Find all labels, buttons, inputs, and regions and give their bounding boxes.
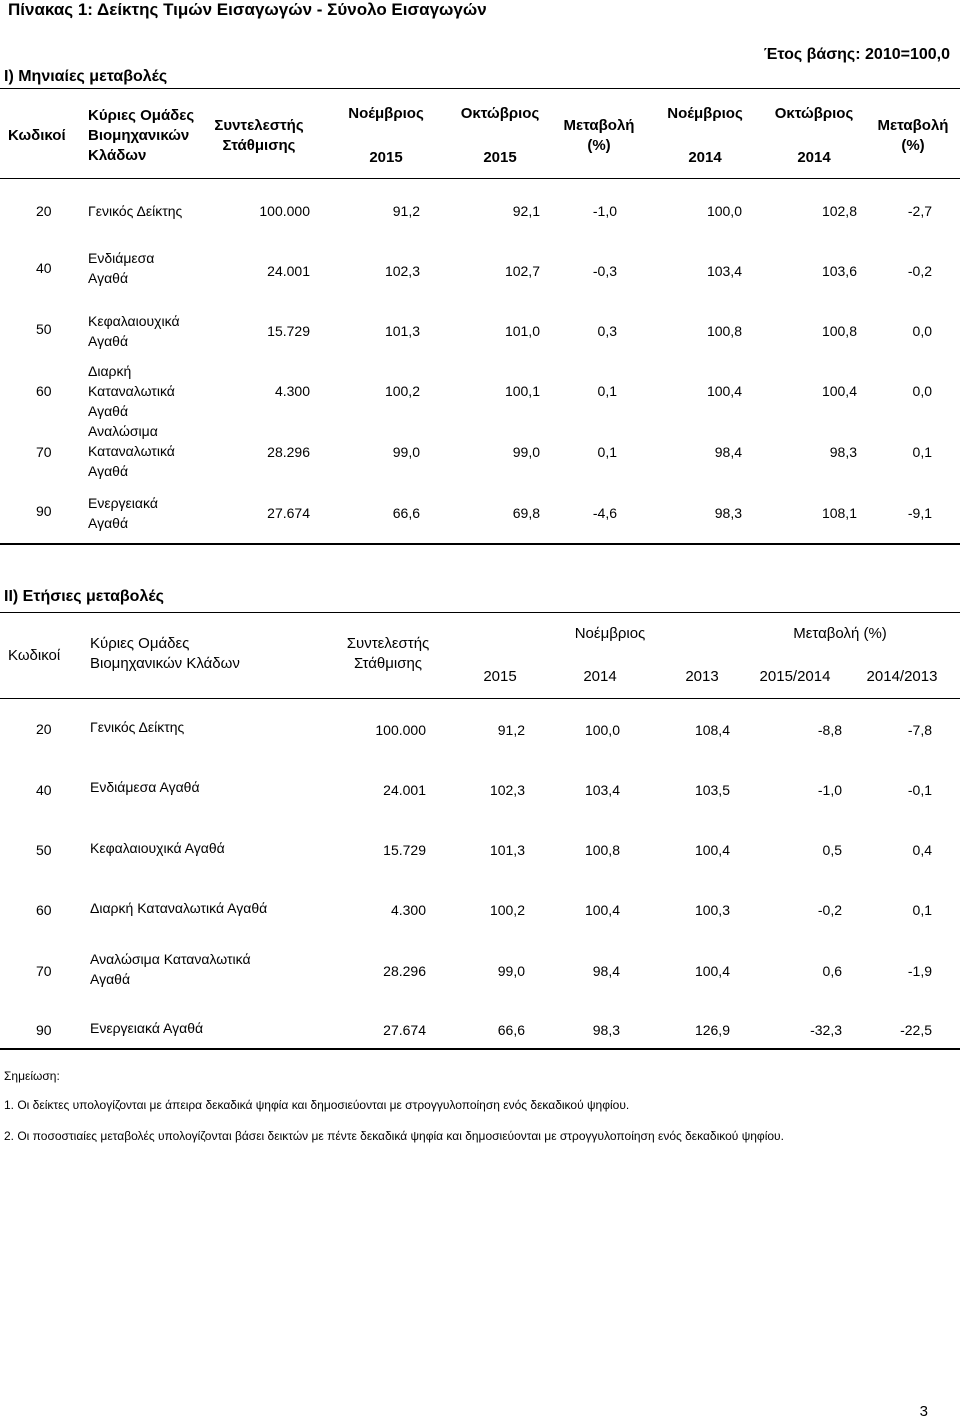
s1-row-20-v3: 100,0 bbox=[706, 203, 742, 219]
s2-row-20-c2: -7,8 bbox=[907, 722, 932, 738]
s2-row-70-name-2: Αγαθά bbox=[90, 971, 131, 987]
s2-header-weight-2: Στάθμισης bbox=[353, 655, 423, 672]
s1-header-year-1: 2015 bbox=[369, 149, 403, 166]
s2-row-70-weight: 28.296 bbox=[383, 963, 426, 979]
s1-row-60-name-2: Καταναλωτικά bbox=[88, 383, 175, 399]
s1-header-group-1: Κύριες Ομάδες bbox=[88, 107, 195, 124]
s1-row-90-name-2: Αγαθά bbox=[88, 515, 129, 531]
s1-row-70-v4: 98,3 bbox=[829, 444, 857, 460]
s2-row-50-name: Κεφαλαιουχικά Αγαθά bbox=[90, 840, 225, 856]
s2-row-40-name: Ενδιάμεσα Αγαθά bbox=[90, 779, 200, 795]
s1-row-90-name-1: Ενεργειακά bbox=[88, 495, 158, 511]
section1-header-top-rule bbox=[0, 88, 960, 89]
s2-row-60-v3: 100,3 bbox=[694, 902, 730, 918]
s1-header-change-1a: Μεταβολή bbox=[563, 117, 635, 134]
note-2: 2. Οι ποσοστιαίες μεταβολές υπολογίζονται βάσει δεικτών με πέντε δεκαδικά ψηφία και δημοσιεύονται με στρογγυλοποίηση ενός δεκαδικού ψηφίου. bbox=[4, 1129, 784, 1143]
s1-header-group-3: Κλάδων bbox=[88, 147, 147, 164]
s2-row-90-v3: 126,9 bbox=[694, 1022, 730, 1038]
s1-row-20-c2: -2,7 bbox=[907, 203, 932, 219]
s2-row-50-v2: 100,8 bbox=[584, 842, 620, 858]
s2-row-60-code: 60 bbox=[36, 902, 52, 918]
s1-row-40-code: 40 bbox=[36, 260, 52, 276]
s2-row-20-code: 20 bbox=[36, 721, 52, 737]
s1-row-90-v2: 69,8 bbox=[512, 505, 540, 521]
s1-row-50-c2: 0,0 bbox=[912, 323, 932, 339]
s2-header-year-2015: 2015 bbox=[483, 668, 517, 685]
s1-row-90-c1: -4,6 bbox=[592, 505, 617, 521]
s2-header-group-2: Βιομηχανικών Κλάδων bbox=[90, 655, 240, 672]
s2-row-60-name: Διαρκή Καταναλωτικά Αγαθά bbox=[90, 900, 268, 916]
s2-row-70-c1: 0,6 bbox=[822, 963, 842, 979]
s2-row-50-v1: 101,3 bbox=[489, 842, 525, 858]
s1-row-90-v1: 66,6 bbox=[392, 505, 420, 521]
s1-row-90-c2: -9,1 bbox=[907, 505, 932, 521]
s2-row-60-c1: -0,2 bbox=[817, 902, 842, 918]
s1-row-20-weight: 100.000 bbox=[259, 203, 310, 219]
s2-header-change-2014-2013: 2014/2013 bbox=[866, 668, 938, 685]
s1-row-20-v4: 102,8 bbox=[821, 203, 857, 219]
s2-row-50-weight: 15.729 bbox=[383, 842, 426, 858]
s2-row-20-v1: 91,2 bbox=[497, 722, 525, 738]
s1-row-60-weight: 4.300 bbox=[274, 383, 310, 399]
s2-row-20-c1: -8,8 bbox=[817, 722, 842, 738]
section1-bottom-rule bbox=[0, 543, 960, 545]
s2-row-60-c2: 0,1 bbox=[912, 902, 932, 918]
s2-row-40-c1: -1,0 bbox=[817, 782, 842, 798]
s1-row-40-v4: 103,6 bbox=[821, 263, 857, 279]
s2-header-change-2015-2014: 2015/2014 bbox=[759, 668, 831, 685]
s1-row-40-v3: 103,4 bbox=[706, 263, 742, 279]
s2-row-70-v2: 98,4 bbox=[592, 963, 620, 979]
s1-row-40-name-1: Ενδιάμεσα bbox=[88, 250, 155, 266]
s2-header-year-2014: 2014 bbox=[583, 668, 617, 685]
s1-row-90-code: 90 bbox=[36, 503, 52, 519]
s2-header-year-2013: 2013 bbox=[685, 668, 719, 685]
s1-row-20-v2: 92,1 bbox=[512, 203, 540, 219]
s1-header-month-2: Οκτώβριος bbox=[460, 105, 540, 122]
s2-row-40-weight: 24.001 bbox=[383, 782, 426, 798]
s1-row-40-v2: 102,7 bbox=[504, 263, 540, 279]
s2-row-40-v2: 103,4 bbox=[584, 782, 620, 798]
s2-row-90-c1: -32,3 bbox=[810, 1022, 842, 1038]
s2-row-60-v2: 100,4 bbox=[584, 902, 620, 918]
s1-row-60-v4: 100,4 bbox=[821, 383, 857, 399]
s2-header-change: Μεταβολή (%) bbox=[793, 625, 887, 642]
s2-row-70-v1: 99,0 bbox=[497, 963, 525, 979]
s2-header-month: Νοέμβριος bbox=[574, 625, 646, 642]
s1-row-50-c1: 0,3 bbox=[597, 323, 617, 339]
s2-row-40-c2: -0,1 bbox=[907, 782, 932, 798]
s2-row-40-v3: 103,5 bbox=[694, 782, 730, 798]
s2-row-90-v1: 66,6 bbox=[497, 1022, 525, 1038]
s2-row-90-code: 90 bbox=[36, 1022, 52, 1038]
s1-row-60-v1: 100,2 bbox=[384, 383, 420, 399]
s1-row-50-v2: 101,0 bbox=[504, 323, 540, 339]
s1-header-year-4: 2014 bbox=[797, 149, 831, 166]
s1-row-50-name-2: Αγαθά bbox=[88, 333, 129, 349]
s1-header-weight-2: Στάθμισης bbox=[222, 137, 296, 154]
s1-row-50-v1: 101,3 bbox=[384, 323, 420, 339]
s2-header-group-1: Κύριες Ομάδες bbox=[90, 635, 190, 652]
s1-row-60-v3: 100,4 bbox=[706, 383, 742, 399]
s1-row-60-name-1: Διαρκή bbox=[88, 363, 132, 379]
s2-row-90-weight: 27.674 bbox=[383, 1022, 426, 1038]
s2-row-50-v3: 100,4 bbox=[694, 842, 730, 858]
s1-row-60-code: 60 bbox=[36, 383, 52, 399]
s2-row-20-v2: 100,0 bbox=[584, 722, 620, 738]
s1-row-20-name: Γενικός Δείκτης bbox=[88, 203, 183, 219]
s2-row-60-v1: 100,2 bbox=[489, 902, 525, 918]
s1-header-group-2: Βιομηχανικών bbox=[88, 127, 190, 144]
s2-row-70-name-1: Αναλώσιμα Καταναλωτικά bbox=[90, 951, 251, 967]
s1-row-50-v4: 100,8 bbox=[821, 323, 857, 339]
s1-row-90-v3: 98,3 bbox=[714, 505, 742, 521]
s1-header-code: Κωδικοί bbox=[8, 127, 66, 144]
s2-row-50-c1: 0,5 bbox=[822, 842, 842, 858]
s1-row-50-weight: 15.729 bbox=[267, 323, 310, 339]
s2-row-20-weight: 100.000 bbox=[375, 722, 426, 738]
s2-row-40-code: 40 bbox=[36, 782, 52, 798]
s2-header-weight-1: Συντελεστής bbox=[346, 635, 430, 652]
s2-header-code: Κωδικοί bbox=[8, 647, 61, 664]
s1-header-change-1b: (%) bbox=[587, 137, 611, 154]
s1-row-60-name-3: Αγαθά bbox=[88, 403, 129, 419]
s1-row-60-c2: 0,0 bbox=[912, 383, 932, 399]
section2-bottom-rule bbox=[0, 1048, 960, 1050]
s1-row-40-name-2: Αγαθά bbox=[88, 270, 129, 286]
s1-row-50-name-1: Κεφαλαιουχικά bbox=[88, 313, 180, 329]
s1-row-60-c1: 0,1 bbox=[597, 383, 617, 399]
s1-row-70-c2: 0,1 bbox=[912, 444, 932, 460]
section2-header-top-rule bbox=[0, 612, 960, 613]
s1-row-40-c1: -0,3 bbox=[592, 263, 617, 279]
s1-row-70-name-1: Αναλώσιμα bbox=[88, 423, 158, 439]
s1-row-90-weight: 27.674 bbox=[267, 505, 310, 521]
s1-row-20-c1: -1,0 bbox=[592, 203, 617, 219]
s1-row-60-v2: 100,1 bbox=[504, 383, 540, 399]
page-title: Πίνακας 1: Δείκτης Τιμών Εισαγωγών - Σύνολο Εισαγωγών bbox=[8, 0, 487, 19]
s1-row-50-code: 50 bbox=[36, 321, 52, 337]
s1-row-70-code: 70 bbox=[36, 444, 52, 460]
s2-row-70-code: 70 bbox=[36, 963, 52, 979]
section1-heading: I) Μηνιαίες μεταβολές bbox=[4, 68, 168, 85]
s2-row-90-v2: 98,3 bbox=[592, 1022, 620, 1038]
s1-header-month-4: Οκτώβριος bbox=[774, 105, 854, 122]
s1-row-70-v1: 99,0 bbox=[392, 444, 420, 460]
s2-row-20-name: Γενικός Δείκτης bbox=[90, 719, 185, 735]
s1-row-20-v1: 91,2 bbox=[392, 203, 420, 219]
s1-row-70-name-3: Αγαθά bbox=[88, 463, 129, 479]
s1-row-90-v4: 108,1 bbox=[821, 505, 857, 521]
s1-row-50-v3: 100,8 bbox=[706, 323, 742, 339]
s1-row-70-v3: 98,4 bbox=[714, 444, 742, 460]
s1-header-year-3: 2014 bbox=[688, 149, 722, 166]
s1-row-40-c2: -0,2 bbox=[907, 263, 932, 279]
base-year: Έτος βάσης: 2010=100,0 bbox=[763, 46, 950, 63]
s1-header-change-2a: Μεταβολή bbox=[877, 117, 949, 134]
s2-row-40-v1: 102,3 bbox=[489, 782, 525, 798]
s2-row-70-v3: 100,4 bbox=[694, 963, 730, 979]
s1-row-70-c1: 0,1 bbox=[597, 444, 617, 460]
s1-row-70-v2: 99,0 bbox=[512, 444, 540, 460]
s1-header-weight-1: Συντελεστής bbox=[214, 117, 304, 134]
s1-row-40-v1: 102,3 bbox=[384, 263, 420, 279]
s1-row-70-name-2: Καταναλωτικά bbox=[88, 443, 175, 459]
s2-row-20-v3: 108,4 bbox=[694, 722, 730, 738]
notes-label: Σημείωση: bbox=[4, 1069, 60, 1083]
s1-row-20-code: 20 bbox=[36, 203, 52, 219]
section2-header-bottom-rule bbox=[0, 698, 960, 699]
s2-row-70-c2: -1,9 bbox=[907, 963, 932, 979]
s2-row-50-c2: 0,4 bbox=[912, 842, 932, 858]
s1-row-70-weight: 28.296 bbox=[267, 444, 310, 460]
page-number: 3 bbox=[919, 1403, 928, 1420]
s1-header-month-1: Νοέμβριος bbox=[348, 105, 424, 122]
s1-row-40-weight: 24.001 bbox=[267, 263, 310, 279]
s2-row-50-code: 50 bbox=[36, 842, 52, 858]
s2-row-60-weight: 4.300 bbox=[390, 902, 426, 918]
section1-header-bottom-rule bbox=[0, 178, 960, 179]
s1-header-month-3: Νοέμβριος bbox=[667, 105, 743, 122]
s2-row-90-c2: -22,5 bbox=[900, 1022, 932, 1038]
s1-header-year-2: 2015 bbox=[483, 149, 517, 166]
note-1: 1. Οι δείκτες υπολογίζονται με άπειρα δεκαδικά ψηφία και δημοσιεύονται με στρογγυλοποίηση ενός δεκαδικού ψηφίου. bbox=[4, 1098, 630, 1112]
s2-row-90-name: Ενεργειακά Αγαθά bbox=[90, 1020, 204, 1036]
section2-heading: II) Ετήσιες μεταβολές bbox=[4, 588, 164, 605]
s1-header-change-2b: (%) bbox=[901, 137, 925, 154]
